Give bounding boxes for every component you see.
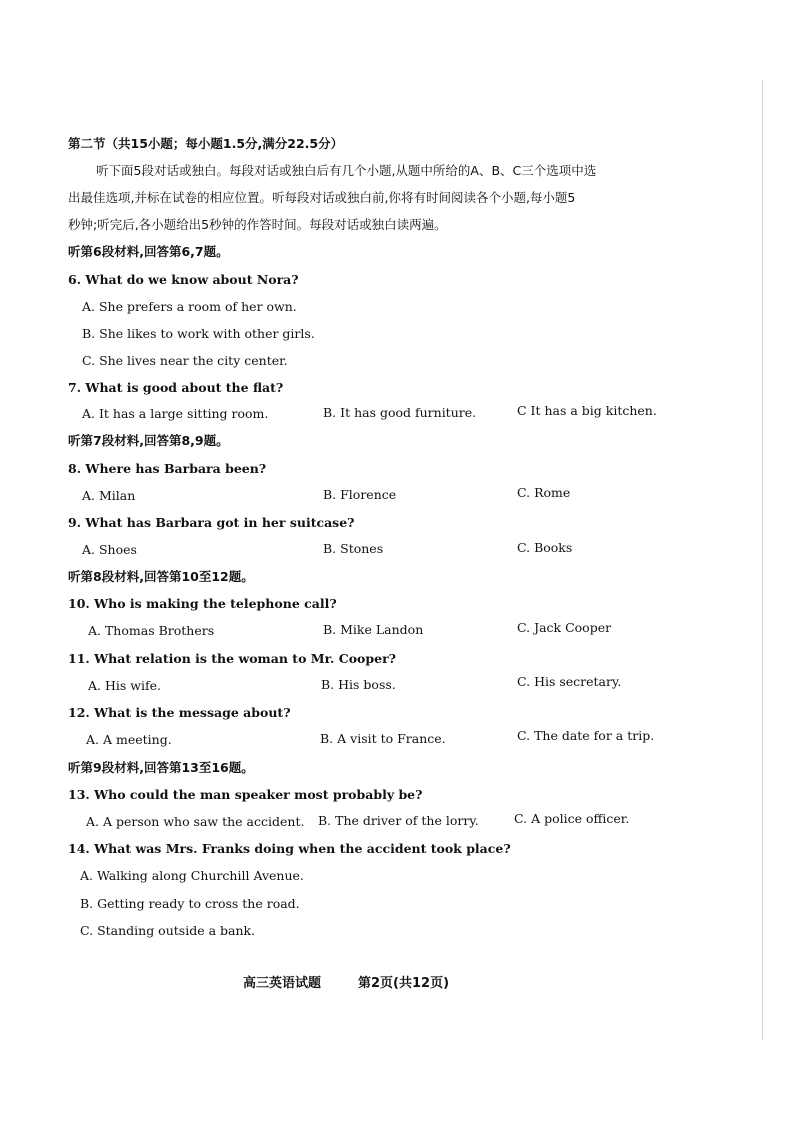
instructions-line-1: 听下面5段对话或独白。每段对话或独白后有几个小题,从题中所给的A、B、C三个选项中选 bbox=[96, 163, 597, 178]
question-7-option-b[interactable]: B. It has good furniture. bbox=[323, 405, 477, 420]
question-11-option-c[interactable]: C. His secretary. bbox=[517, 674, 622, 689]
section-header: 第二节（共15小题；每小题1.5分,满分22.5分） bbox=[68, 136, 344, 151]
question-10-option-b[interactable]: B. Mike Landon bbox=[323, 622, 424, 637]
question-11-option-a[interactable]: A. His wife. bbox=[88, 678, 161, 693]
question-13-stem: 13. Who could the man speaker most probably be? bbox=[68, 787, 423, 802]
question-13-option-a[interactable]: A. A person who saw the accident. bbox=[86, 814, 305, 829]
question-7-option-c[interactable]: C It has a big kitchen. bbox=[517, 403, 657, 418]
question-12-stem: 12. What is the message about? bbox=[68, 705, 291, 720]
question-9-option-c[interactable]: C. Books bbox=[517, 540, 573, 555]
question-12-option-c[interactable]: C. The date for a trip. bbox=[517, 728, 655, 743]
question-14-option-c[interactable]: C. Standing outside a bank. bbox=[80, 923, 256, 938]
question-12-option-b[interactable]: B. A visit to France. bbox=[320, 731, 446, 746]
question-10-option-c[interactable]: C. Jack Cooper bbox=[517, 620, 612, 635]
question-11-option-b[interactable]: B. His boss. bbox=[321, 677, 396, 692]
question-7-option-a[interactable]: A. It has a large sitting room. bbox=[82, 406, 269, 421]
question-6-option-a[interactable]: A. She prefers a room of her own. bbox=[82, 299, 297, 314]
question-7-stem: 7. What is good about the flat? bbox=[68, 380, 284, 395]
question-8-option-c[interactable]: C. Rome bbox=[517, 485, 571, 500]
question-14-stem: 14. What was Mrs. Franks doing when the accident took place? bbox=[68, 841, 511, 856]
question-10-stem: 10. Who is making the telephone call? bbox=[68, 596, 337, 611]
question-10-option-a[interactable]: A. Thomas Brothers bbox=[88, 623, 215, 638]
question-13-option-c[interactable]: C. A police officer. bbox=[514, 811, 630, 826]
question-8-option-a[interactable]: A. Milan bbox=[82, 488, 136, 503]
instructions-line-2: 出最佳选项,并标在试卷的相应位置。听每段对话或独白前,你将有时间阅读各个小题,每小题5 bbox=[68, 190, 576, 205]
question-9-option-a[interactable]: A. Shoes bbox=[82, 542, 137, 557]
group-header-13-16: 听第9段材料,回答第13至16题。 bbox=[68, 760, 254, 775]
question-6-option-c[interactable]: C. She lives near the city center. bbox=[82, 353, 288, 368]
question-12-option-a[interactable]: A. A meeting. bbox=[86, 732, 172, 747]
question-13-option-b[interactable]: B. The driver of the lorry. bbox=[318, 813, 479, 828]
question-9-option-b[interactable]: B. Stones bbox=[323, 541, 384, 556]
page-edge-line bbox=[762, 80, 763, 1040]
question-8-option-b[interactable]: B. Florence bbox=[323, 487, 397, 502]
question-8-stem: 8. Where has Barbara been? bbox=[68, 461, 267, 476]
footer-page-number: 第2页(共12页) bbox=[358, 976, 450, 991]
group-header-6-7: 听第6段材料,回答第6,7题。 bbox=[68, 244, 229, 259]
question-14-option-b[interactable]: B. Getting ready to cross the road. bbox=[80, 896, 300, 911]
footer-subject: 高三英语试题 bbox=[243, 976, 322, 991]
question-14-option-a[interactable]: A. Walking along Churchill Avenue. bbox=[80, 868, 304, 883]
question-6-stem: 6. What do we know about Nora? bbox=[68, 272, 299, 287]
group-header-8-9: 听第7段材料,回答第8,9题。 bbox=[68, 433, 229, 448]
instructions-line-3: 秒钟;听完后,各小题给出5秒钟的作答时间。每段对话或独白读两遍。 bbox=[68, 217, 447, 232]
question-9-stem: 9. What has Barbara got in her suitcase? bbox=[68, 515, 355, 530]
question-6-option-b[interactable]: B. She likes to work with other girls. bbox=[82, 326, 315, 341]
question-11-stem: 11. What relation is the woman to Mr. Cooper? bbox=[68, 651, 396, 666]
group-header-10-12: 听第8段材料,回答第10至12题。 bbox=[68, 569, 254, 584]
